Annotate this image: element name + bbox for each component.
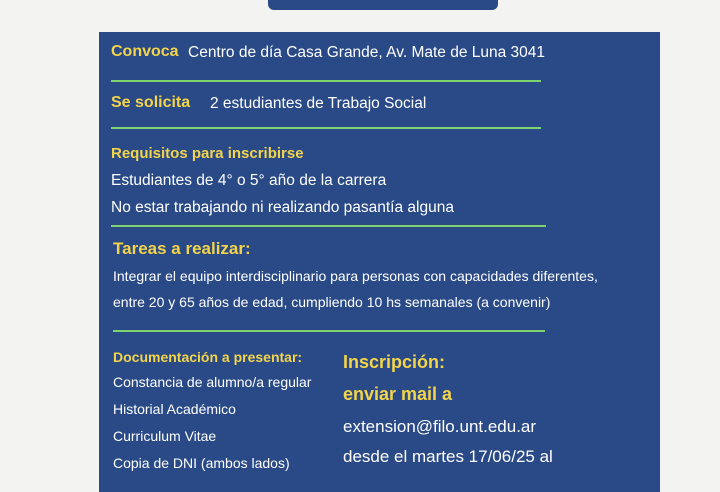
solicita-label: Se solicita: [111, 94, 191, 111]
convoca-label: Convoca: [111, 43, 179, 60]
tareas-line-2: entre 20 y 65 años de edad, cumpliendo 10 hs semanales (a convenir): [113, 294, 551, 310]
tareas-line-1: Integrar el equipo interdisciplinario para personas con capacidades diferentes,: [113, 268, 598, 284]
requisitos-item-2: No estar trabajando ni realizando pasantía alguna: [111, 199, 454, 216]
tareas-title: Tareas a realizar:: [113, 239, 251, 258]
inscripcion-subtitle: enviar mail a: [343, 384, 453, 404]
requisitos-title: Requisitos para inscribirse: [111, 145, 304, 162]
documentacion-item-4: Copia de DNI (ambos lados): [113, 455, 290, 471]
divider-4: [113, 330, 545, 332]
documentacion-title: Documentación a presentar:: [113, 349, 303, 365]
documentacion-item-3: Curriculum Vitae: [113, 428, 217, 444]
divider-1: [111, 80, 541, 82]
inscripcion-email[interactable]: extension@filo.unt.edu.ar: [343, 417, 537, 436]
documentacion-item-2: Historial Académico: [113, 401, 236, 417]
divider-3: [111, 225, 546, 227]
solicita-value: 2 estudiantes de Trabajo Social: [210, 95, 427, 112]
header-banner-edge: [268, 0, 498, 10]
announcement-card: [99, 32, 660, 492]
inscripcion-date: desde el martes 17/06/25 al: [343, 447, 553, 466]
convoca-value: Centro de día Casa Grande, Av. Mate de Luna 3041: [188, 44, 546, 61]
divider-2: [111, 127, 541, 129]
requisitos-item-1: Estudiantes de 4° o 5° año de la carrera: [111, 172, 387, 189]
inscripcion-title: Inscripción:: [343, 352, 446, 372]
documentacion-item-1: Constancia de alumno/a regular: [113, 374, 312, 390]
